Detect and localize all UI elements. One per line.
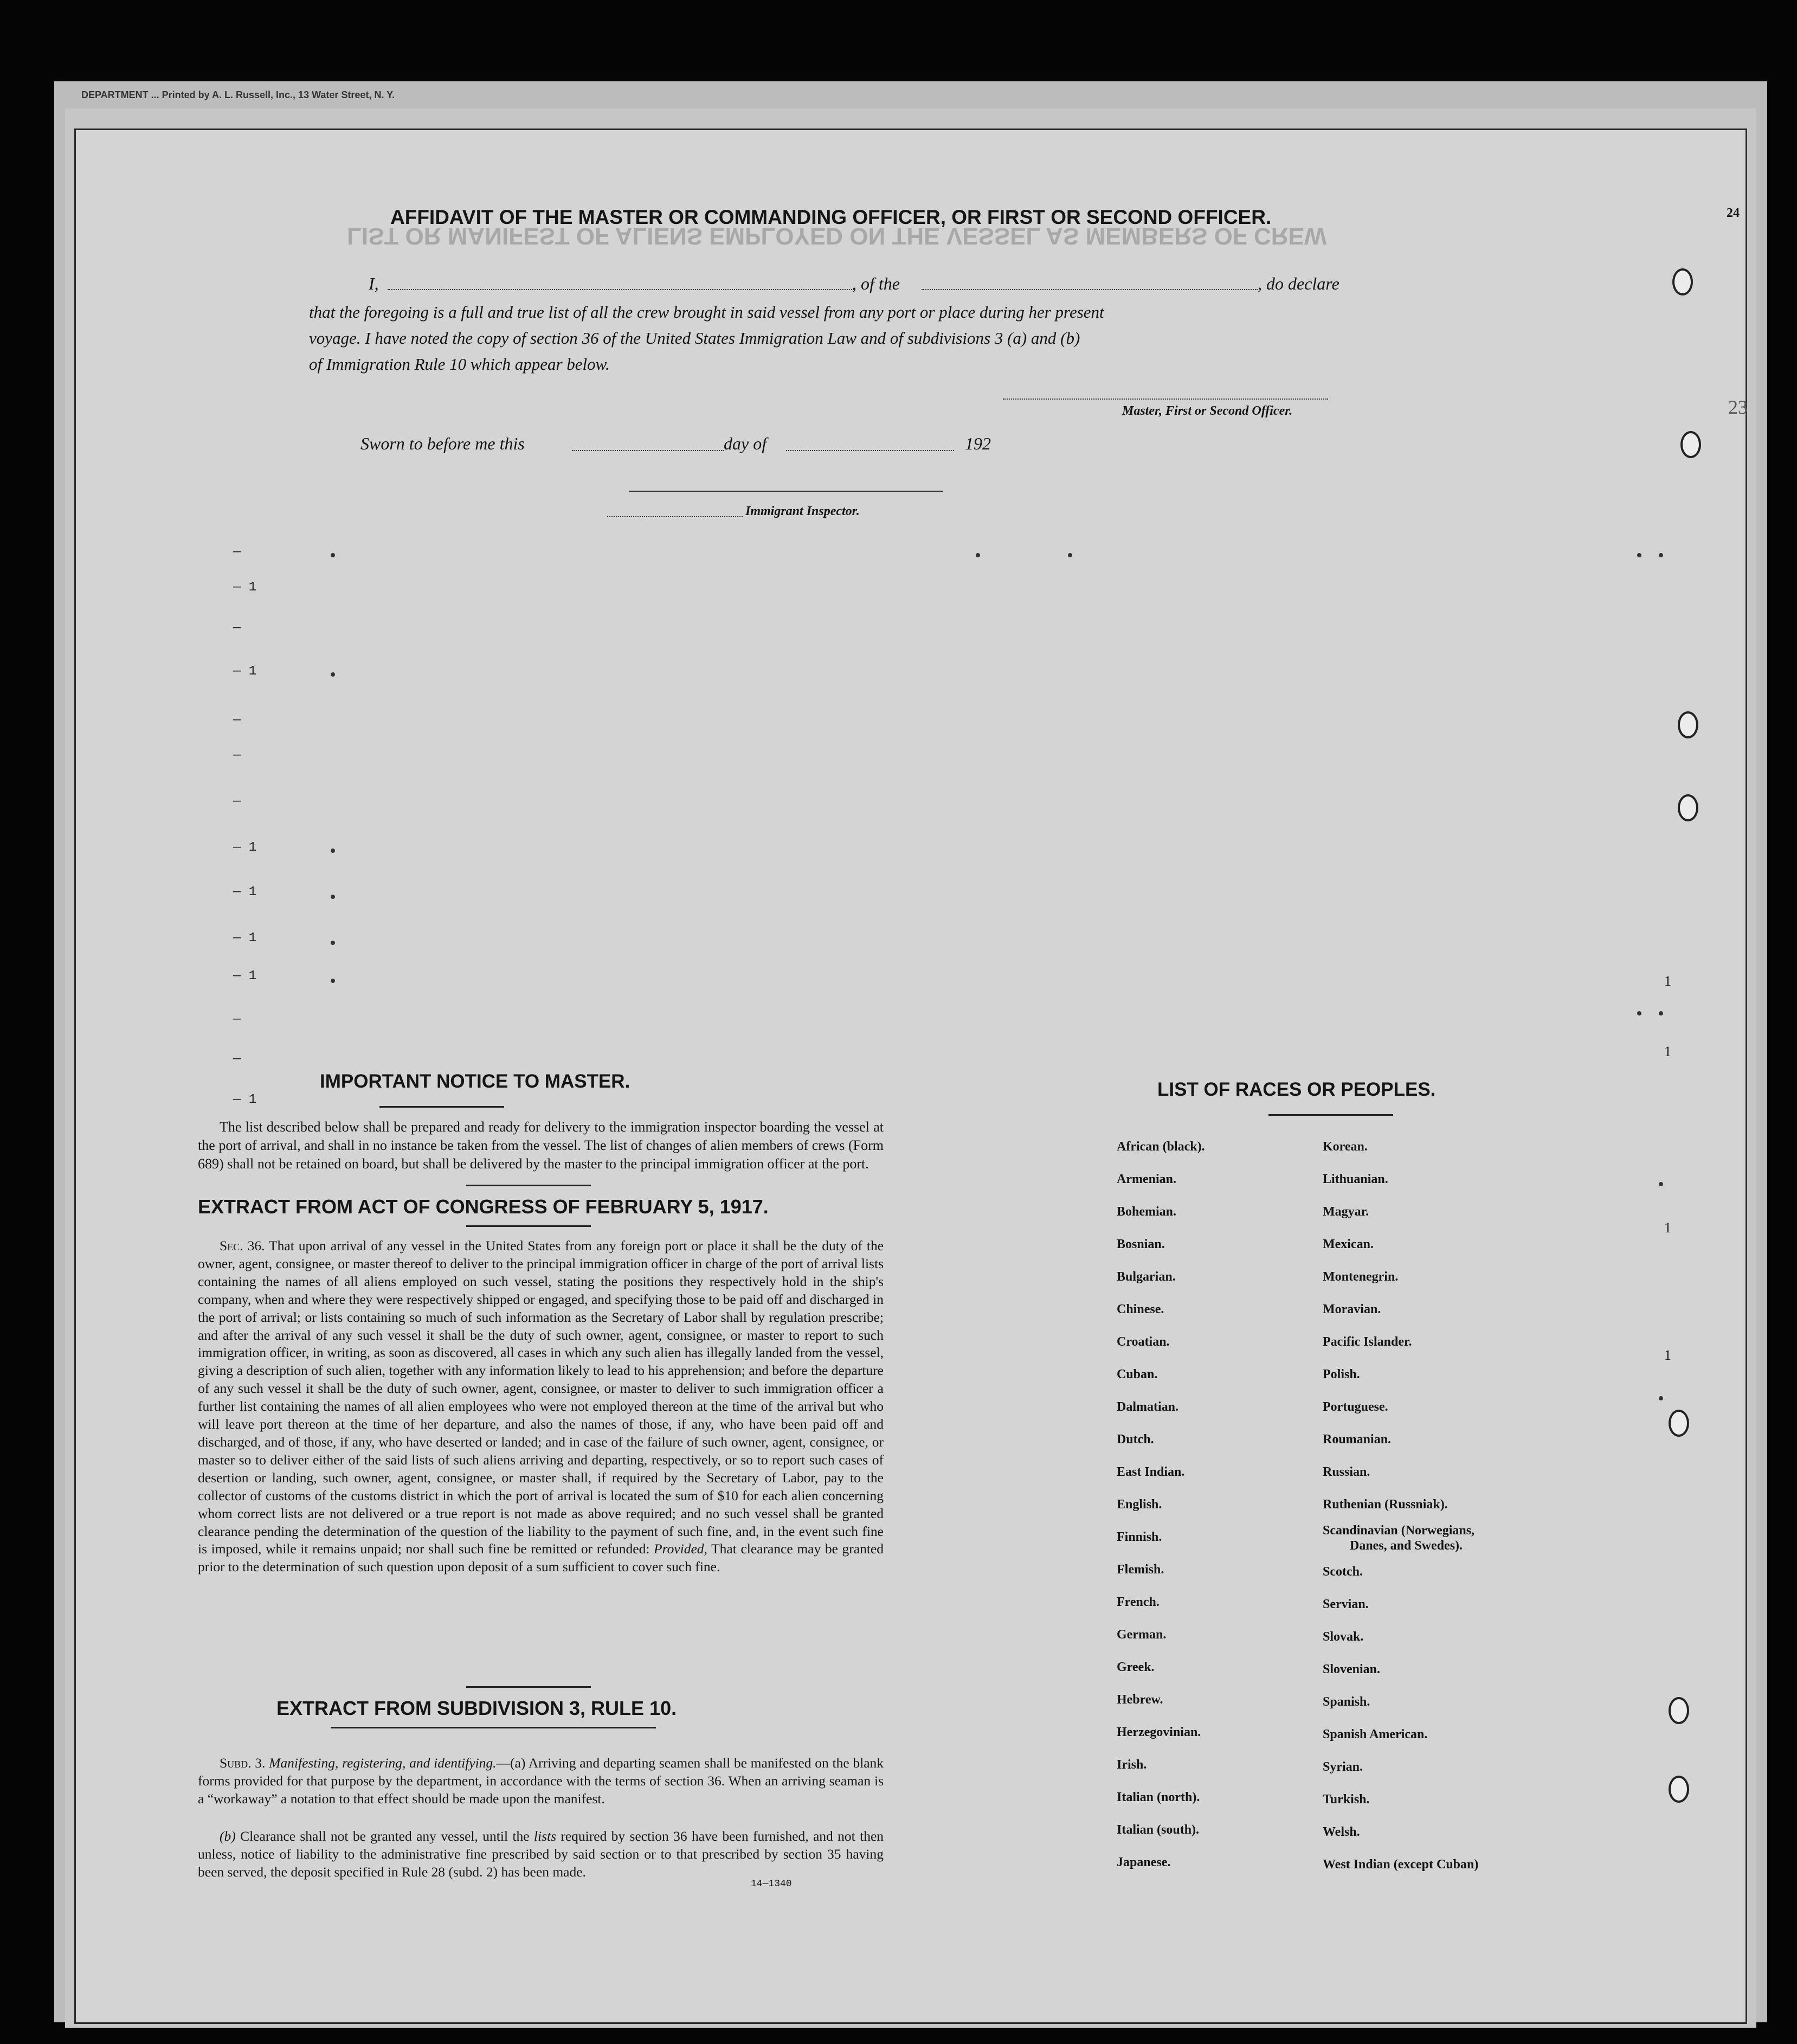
ink-dot: [331, 553, 335, 557]
punch-hole-icon: [1669, 1410, 1689, 1437]
master-signature-line[interactable]: [1003, 398, 1328, 400]
punch-hole-icon: [1669, 1776, 1689, 1803]
race-item: [1323, 1521, 1478, 1556]
race-item: Chinese.: [1117, 1302, 1164, 1316]
rule-subd-b-label: (b): [220, 1828, 236, 1844]
sworn-day-line[interactable]: [572, 450, 724, 451]
ink-dot: [1659, 1011, 1663, 1015]
affidavit-do-declare: , do declare: [1258, 274, 1339, 293]
affidavit-title: AFFIDAVIT OF THE MASTER OR COMMANDING OFFICER, OR FIRST OR SECOND OFFICER.: [390, 206, 1272, 228]
races-title: LIST OF RACES OR PEOPLES.: [1157, 1079, 1436, 1100]
race-item: Bohemian.: [1117, 1205, 1177, 1219]
ink-dot: [1068, 553, 1072, 557]
race-item: Croatian.: [1117, 1335, 1170, 1349]
race-item: Scotch.: [1323, 1565, 1363, 1579]
act-extract-title: EXTRACT FROM ACT OF CONGRESS OF FEBRUARY 5, 1917.: [198, 1195, 769, 1218]
bleed-mark: —: [233, 1052, 241, 1066]
rule-subd-b-text1: Clearance shall not be granted any vessel, until the: [240, 1828, 530, 1844]
race-item: Herzegovinian.: [1117, 1725, 1201, 1739]
race-item: Polish.: [1323, 1367, 1360, 1381]
rule-subd-b-lists: lists: [533, 1828, 557, 1844]
race-item: Flemish.: [1117, 1563, 1164, 1577]
race-item: Dutch.: [1117, 1432, 1154, 1447]
rule-subd-label: Subd. 3.: [220, 1755, 266, 1771]
sworn-text: Sworn to before me this: [360, 434, 525, 453]
inspector-signature-line[interactable]: [629, 491, 943, 492]
bleed-mark: —: [233, 1012, 241, 1027]
races-column-2: [1323, 1130, 1478, 1881]
race-item: German.: [1117, 1628, 1167, 1642]
race-item: Servian.: [1323, 1597, 1369, 1611]
ink-dot: [1659, 1182, 1663, 1186]
act-top-rule: [466, 1185, 591, 1186]
punch-hole-icon: [1678, 711, 1698, 738]
race-item: English.: [1117, 1497, 1162, 1512]
inspector-caption: Immigrant Inspector.: [745, 504, 860, 518]
race-item: Slovenian.: [1323, 1662, 1381, 1676]
ink-dot: [1637, 553, 1641, 557]
race-item: Cuban.: [1117, 1367, 1158, 1381]
races-column-1: [1117, 1130, 1205, 1879]
edge-number: 1: [1664, 973, 1671, 989]
race-item: African (black).: [1117, 1140, 1205, 1154]
race-item: Montenegrin.: [1323, 1270, 1399, 1284]
master-signature-caption: Master, First or Second Officer.: [1122, 404, 1293, 418]
act-bottom-rule: [466, 1225, 591, 1227]
edge-number: 1: [1664, 1044, 1671, 1059]
rule-subd-a-label: —(a): [496, 1755, 526, 1771]
ink-dot: [331, 979, 335, 983]
race-item: Ruthenian (Russniak).: [1323, 1497, 1448, 1512]
race-item-scandinavian: Scandinavian (Norwegians,: [1323, 1524, 1475, 1538]
edge-number: 24: [1727, 206, 1740, 220]
inspector-dots: [607, 516, 743, 517]
race-item: Pacific Islander.: [1323, 1335, 1412, 1349]
bleed-mark: —: [233, 621, 241, 635]
bleed-mark: — 1: [233, 885, 257, 899]
races-rule: [1268, 1114, 1393, 1116]
race-item: Armenian.: [1117, 1172, 1176, 1186]
race-item: Syrian.: [1323, 1760, 1363, 1774]
punch-hole-icon: [1672, 268, 1693, 295]
rule-top-rule: [466, 1686, 591, 1688]
race-item: Moravian.: [1323, 1302, 1381, 1316]
rule-subd-a-text: Arriving and departing seamen shall be manifested on the blank forms provided for that purpose by the department, in accordance with the terms of section 36. When an arriving seaman is a “workaway” a notation to that effect should be made upon the manifest.: [198, 1755, 884, 1807]
ink-dot: [331, 849, 335, 853]
ink-dot: [976, 553, 980, 557]
edge-number: 1: [1664, 1347, 1671, 1363]
ink-dot: [331, 941, 335, 945]
form-number: 14—1340: [751, 1879, 792, 1889]
affidavit-text-line2: voyage. I have noted the copy of section 36 of the United States Immigration Law and of subdivisions 3 (a) and (b): [309, 329, 1080, 348]
race-item: Russian.: [1323, 1465, 1370, 1479]
race-item: Portuguese.: [1323, 1400, 1388, 1414]
race-item: Bulgarian.: [1117, 1270, 1176, 1284]
bleed-through-header: LIST OR MANIFEST OF ALIENS EMPLOYED ON THE VESSEL AS MEMBERS OF CREW: [347, 223, 1327, 249]
important-notice-text: The list described below shall be prepared and ready for delivery to the immigration inspector boarding the vessel at the port of arrival, and shall in no instance be taken from the vessel. The list of changes of alien members of crews (Form 689) shall not be retained on board, but shall be delivered by the master to the principal immigration officer at the port.: [198, 1119, 884, 1172]
race-item: Korean.: [1323, 1140, 1368, 1154]
punch-hole-icon: [1680, 431, 1701, 458]
ink-dot: [1659, 1396, 1663, 1400]
printer-imprint: DEPARTMENT ... Printed by A. L. Russell, Inc., 13 Water Street, N. Y.: [81, 89, 395, 100]
edge-number: 23: [1728, 396, 1748, 418]
form-page: [76, 130, 1746, 2022]
important-notice-title: IMPORTANT NOTICE TO MASTER.: [320, 1071, 630, 1092]
rule-bottom-rule: [331, 1727, 656, 1728]
race-item: Dalmatian.: [1117, 1400, 1178, 1414]
race-item: Turkish.: [1323, 1792, 1370, 1807]
ink-dot: [1637, 1011, 1641, 1015]
act-sec-label: Sec. 36.: [220, 1238, 265, 1254]
affidavit-i-label: I,: [369, 274, 379, 293]
race-item: Italian (north).: [1117, 1790, 1200, 1804]
bleed-mark: — 1: [233, 840, 257, 855]
ink-dot: [1659, 553, 1663, 557]
important-notice-rule: [379, 1106, 504, 1108]
race-item: Mexican.: [1323, 1237, 1374, 1251]
race-item: Lithuanian.: [1323, 1172, 1388, 1186]
sworn-month-line[interactable]: [786, 450, 954, 451]
rule-subd-a: [198, 1754, 884, 1808]
act-body: That upon arrival of any vessel in the United States from any foreign port or place it shall be the duty of the owner, agent, consignee, or master thereof to deliver to the principal immigration officer in charge of the port of arrival lists containing the names of all aliens employed on such vessel, stating the positions they respectively hold in the ship's company, when and where they were respectively shipped or engaged, and specifying those to be paid off and discharged in the port of arrival; or lists containing so much of such information as the Secretary of Labor shall by regulation prescribe; and after the arrival of any such vessel it shall be the duty of such owner, agent, consignee, or master to report to such immigration officer, in writing, as soon as discovered, all cases in which any such alien has illegally landed from the vessel, giving a description of such alien, together with any information likely to lead to his apprehension; and before the departure of any such vessel it shall be the duty of such owner, agent, consignee, or master to deliver to such immigration officer a further list containing the names of all alien employees who were not employed thereon at the time of the arrival but who will leave port thereon at the time of her departure, and also the names of those, if any, who have been paid off and discharged, and of those, if any, who have deserted or landed; and in case of the failure of such owner, agent, consignee, or master so to deliver either of the said lists of such aliens arriving and departing, respectively, or so to report such cases of desertion or landing, such owner, agent, consignee, or master shall, if required by the Secretary of Labor, pay to the collector of customs of the customs district in which the port of arrival is located the sum of $10 for each alien concerning whom correct lists are not delivered or a true report is not made as above required; and no such vessel shall be granted clearance pending the determination of the question of the liability to the payment of such fine, and, in the event such fine is imposed, while it remains unpaid; nor shall such fine be remitted or refunded:: [198, 1238, 884, 1557]
sworn-day-of: day of: [724, 434, 767, 453]
race-item: Slovak.: [1323, 1630, 1364, 1644]
affidavit-of-the: , of the: [852, 274, 900, 293]
race-item: Roumanian.: [1323, 1432, 1392, 1447]
race-item: Italian (south).: [1117, 1823, 1200, 1837]
act-proviso-text: That clearance may be granted prior to the determination of such question upon deposit of a sum sufficient to cover such fine.: [198, 1541, 884, 1575]
rule-extract-title: EXTRACT FROM SUBDIVISION 3, RULE 10.: [276, 1697, 677, 1719]
race-item: Finnish.: [1117, 1530, 1162, 1544]
act-extract-text: [198, 1237, 884, 1576]
edge-number: 1: [1664, 1220, 1671, 1236]
affidavit-text-line1: that the foregoing is a full and true list of all the crew brought in said vessel from any port or place during her present: [309, 303, 1104, 322]
race-item: Welsh.: [1323, 1825, 1360, 1839]
bleed-mark: —: [233, 713, 241, 728]
race-item: Greek.: [1117, 1660, 1155, 1674]
ink-dot: [331, 895, 335, 899]
rule-subd-b: [198, 1827, 884, 1881]
bleed-mark: — 1: [233, 1092, 257, 1107]
race-item: East Indian.: [1117, 1465, 1185, 1479]
punch-hole-icon: [1678, 794, 1698, 821]
rule-subd-title: Manifesting, registering, and identifying.: [269, 1755, 497, 1771]
bleed-mark: —: [233, 748, 241, 763]
bleed-mark: — 1: [233, 969, 257, 984]
rule-subd-b-text2: required by section 36 have been furnished, and not then unless, notice of liability to the administrative fine prescribed by said section or to that prescribed by section 35 having been served, the deposit specified in Rule 28 (subd. 2) has been made.: [198, 1828, 884, 1880]
race-item: West Indian (except Cuban): [1323, 1857, 1479, 1872]
race-item: French.: [1117, 1595, 1160, 1609]
bleed-mark: —: [233, 794, 241, 809]
affidavit-vessel-line[interactable]: [922, 289, 1258, 290]
race-item: Hebrew.: [1117, 1693, 1163, 1707]
act-proviso-label: Provided,: [654, 1541, 707, 1557]
race-item: Spanish.: [1323, 1695, 1370, 1709]
bleed-mark: — 1: [233, 580, 257, 595]
bleed-mark: — 1: [233, 664, 257, 679]
race-item-scandinavian-cont: Danes, and Swedes).: [1350, 1539, 1463, 1553]
bleed-mark: — 1: [233, 931, 257, 946]
race-item: Irish.: [1117, 1758, 1147, 1772]
race-item: Magyar.: [1323, 1205, 1369, 1219]
affidavit-text-line3: of Immigration Rule 10 which appear below.: [309, 355, 610, 374]
race-item: Japanese.: [1117, 1855, 1171, 1869]
affidavit-name-line[interactable]: [388, 289, 854, 290]
race-item: Bosnian.: [1117, 1237, 1165, 1251]
punch-hole-icon: [1669, 1697, 1689, 1724]
sworn-year: 192: [965, 434, 991, 453]
bleed-mark: —: [233, 545, 241, 560]
race-item: Spanish American.: [1323, 1727, 1428, 1741]
ink-dot: [331, 672, 335, 677]
